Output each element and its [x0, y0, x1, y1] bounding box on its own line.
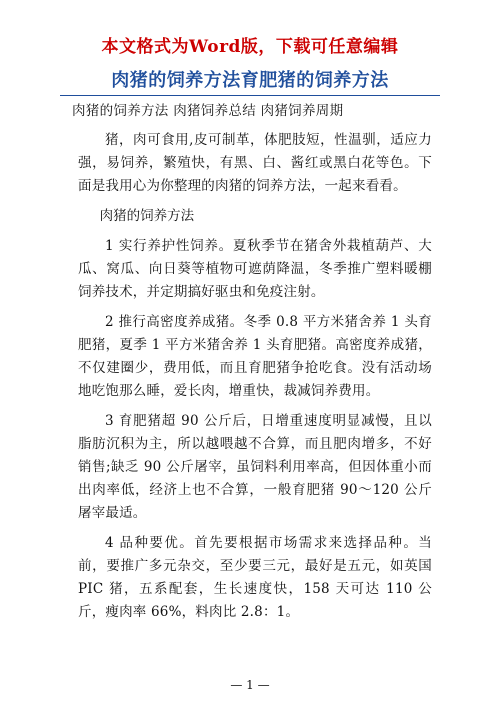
intro-paragraph: 猪，肉可食用,皮可制革，体肥肢短，性温驯，适应力强，易饲养，繁殖快，有黑、白、酱红或黑白花等色。下面是我用心为你整理的肉猪的饲养方法，一起来看看。: [78, 132, 432, 194]
keywords-line: 肉猪的饲养方法 肉猪饲养总结 肉猪饲养周期: [72, 103, 344, 119]
paragraph-1: 1 实行养护性饲养。夏秋季节在猪舍外栽植葫芦、大瓜、窝瓜、向日葵等植物可遮荫降温，冬季推广塑料暖棚饲养技术，并定期搞好驱虫和免疫注射。: [78, 238, 432, 300]
document-body: [72, 100, 432, 631]
paragraph-3: 3 育肥猪超 90 公斤后，日增重速度明显减慢，且以脂肪沉积为主，所以越喂越不合算，而且肥肉增多，不好销售;缺乏 90 公斤屠宰，虽饲料利用率高，但因体重小而出肉率低，经济上也不合算，一般育肥猪 90～120 公斤屠宰最适。: [78, 413, 432, 521]
document-title: 肉猪的饲养方法育肥猪的饲养方法: [111, 70, 389, 91]
title-underline: [60, 95, 440, 96]
section-heading: 肉猪的饲养方法: [99, 208, 195, 224]
page-number: — 1 —: [230, 678, 270, 692]
paragraph-4: 4 品种要优。首先要根据市场需求来选择品种。当前，要推广多元杂交，至少要三元，最好是五元，如英国 PIC 猪，五系配套，生长速度快，158 天可达 110 公斤，瘦肉率 66%，料肉比 2.8：1。: [78, 535, 432, 620]
format-banner: 本文格式为Word版，下载可任意编辑: [101, 37, 399, 57]
paragraph-2: 2 推行高密度养成猪。冬季 0.8 平方米猪舍养 1 头育肥猪，夏季 1 平方米猪舍养 1 头育肥猪。高密度养成猪，不仅建圈少，费用低，而且育肥猪争抢吃食。没有活动场地吃饱那么睡，爱长肉，增重快，裁减饲养费用。: [78, 314, 432, 399]
